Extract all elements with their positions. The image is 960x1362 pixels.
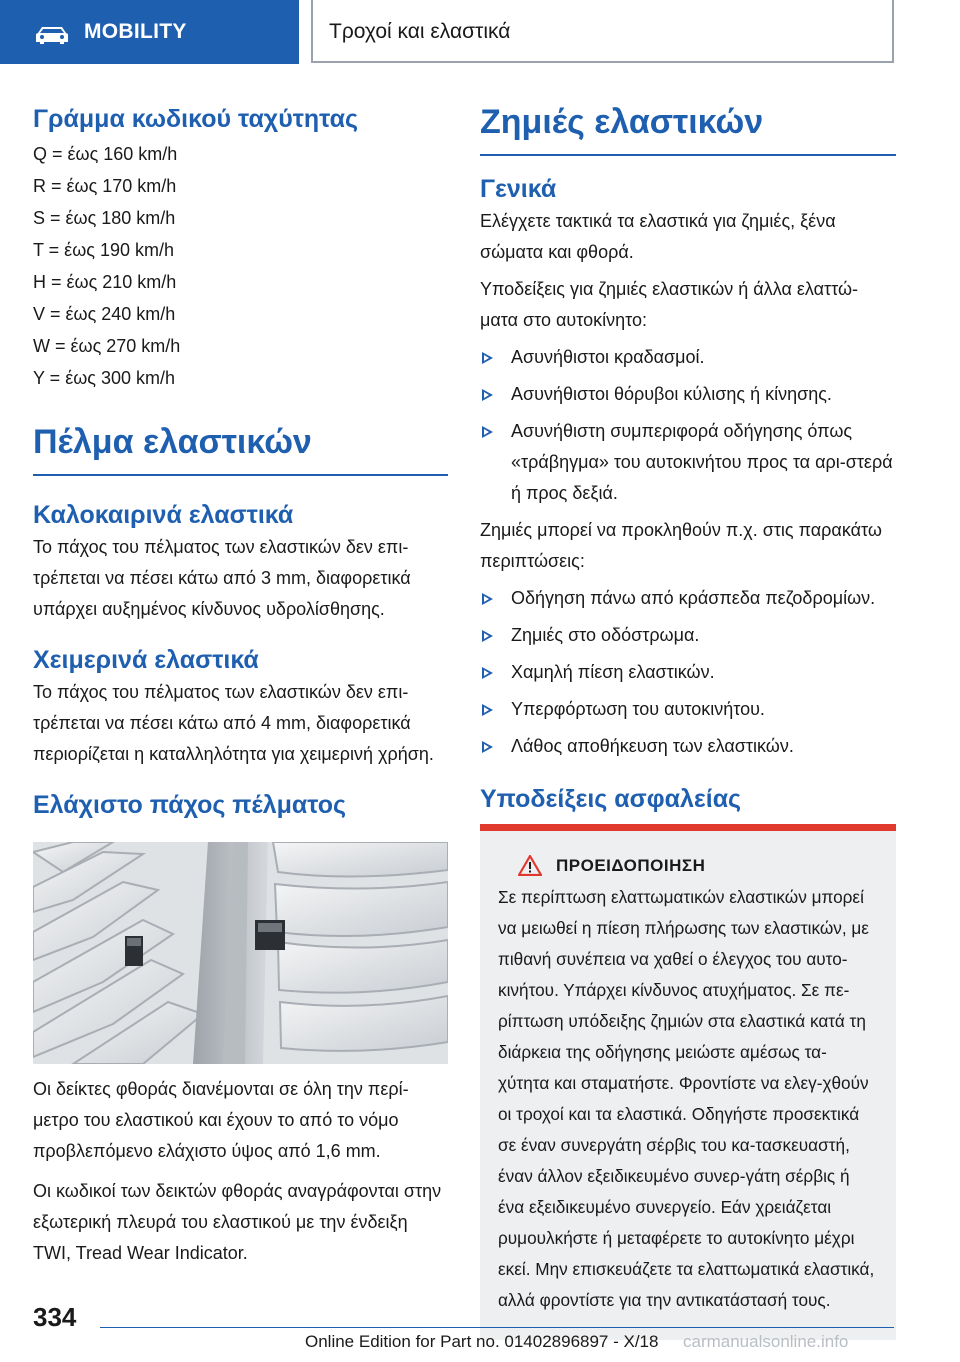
triangle-bullet-icon (482, 667, 493, 679)
list-item-text: Ζημιές στο οδόστρωμα. (511, 625, 700, 645)
section-label: MOBILITY (84, 20, 187, 43)
section-tab (0, 0, 299, 64)
triangle-bullet-icon (482, 593, 493, 605)
damage-hints-list (480, 342, 896, 509)
warning-text: Σε περίπτωση ελαττωματικών ελαστικών μπορεί να μειωθεί η πίεση πλήρωσης των ελαστικών, με πιθανή συνέπεια να χαθεί ο έλεγχος του αυτο-κινήτου. Υπάρχει κίνδυνος ατυχήματος. Σε πε-ρίπτωση υπόδειξης ζημιών στα ελαστικά κατά τη διάρκεια της οδήγησης μειώστε αμέσως τα-χύτητα και σταματήστε. Φροντίστε να ελεγ-χθούν οι τροχοί και τα ελαστικά. Οδηγήστε προσεκτικά σε έναν συνεργάτη σέρβις του κα-τασκευαστή, έναν άλλον εξειδικευμένο συνερ-γάτη σέρβις ή ένα εξειδικευμένο συνεργείο. Εάν χρειάζεται ρυμουλκήστε ή μεταφέρετε το αυτοκίνητο μέχρι εκεί. Μην επισκευάζετε τα ελαττωματικά ελαστικά, αλλά φροντίστε για την αντικατάστασή τους. (498, 887, 875, 1310)
triangle-bullet-icon (482, 352, 493, 364)
car-icon (34, 25, 70, 45)
triangle-bullet-icon (482, 704, 493, 716)
warning-title: ΠΡΟΕΙΔΟΠΟΙΗΣΗ (556, 855, 706, 875)
chapter-title: Τροχοί και ελαστικά (329, 20, 511, 43)
speed-code-item: S = έως 180 km/h (33, 208, 176, 228)
min-tread-heading: Ελάχιστο πάχος πέλματος (33, 791, 347, 819)
tread-wear-indicator-image (33, 842, 448, 1064)
edition-text: Online Edition for Part no. 01402896897 - X/18 (305, 1332, 659, 1351)
speed-code-item: V = έως 240 km/h (33, 304, 176, 324)
triangle-bullet-icon (482, 426, 493, 438)
list-item-text: Οδήγηση πάνω από κράσπεδα πεζοδρομίων. (511, 588, 876, 608)
tread-heading: Πέλμα ελαστικών (33, 420, 448, 476)
damage-hints-intro: Υποδείξεις για ζημιές ελαστικών ή άλλα ελαττώ-ματα στο αυτοκίνητο: (480, 279, 859, 330)
general-heading: Γενικά (480, 175, 557, 203)
footer-divider (100, 1327, 894, 1328)
triangle-bullet-icon (482, 741, 493, 753)
list-item-text: Λάθος αποθήκευση των ελαστικών. (511, 736, 794, 756)
list-item-text: Χαμηλή πίεση ελαστικών. (511, 662, 715, 682)
page-number: 334 (33, 1302, 77, 1332)
list-item (480, 620, 896, 651)
general-text: Ελέγχετε τακτικά τα ελαστικά για ζημιές, ξένα σώματα και φθορά. (480, 211, 836, 262)
wear-indicator-text-1: Οι δείκτες φθοράς διανέμονται σε όλη την περί-μετρο του ελαστικού και έχουν το από το νόμο προβλεπόμενο ελάχιστο ύψος από 1,6 mm. (33, 1079, 409, 1161)
list-item-text: Ασυνήθιστοι κραδασμοί. (511, 347, 705, 367)
speed-code-item: Q = έως 160 km/h (33, 144, 178, 164)
list-item-text: Ασυνήθιστη συμπεριφορά οδήγησης όπως «τράβηγμα» του αυτοκινήτου προς τα αρι-στερά ή προς δεξιά. (511, 421, 893, 503)
speed-code-heading: Γράμμα κωδικού ταχύτητας (33, 105, 359, 133)
speed-code-item: Y = έως 300 km/h (33, 368, 175, 388)
safety-notes-heading: Υποδείξεις ασφαλείας (480, 785, 742, 813)
speed-code-item: T = έως 190 km/h (33, 240, 174, 260)
watermark-text: carmanualsonline.info (683, 1332, 849, 1351)
speed-code-item: W = έως 270 km/h (33, 336, 181, 356)
damage-causes-intro: Ζημιές μπορεί να προκληθούν π.χ. στις παρακάτω περιπτώσεις: (480, 520, 882, 571)
winter-tires-heading: Χειμερινά ελαστικά (33, 646, 259, 674)
winter-tires-text: Το πάχος του πέλματος των ελαστικών δεν επι-τρέπεται να πέσει κάτω από 4 mm, διαφορετικά περιορίζεται η καταλληλότητα για χειμερινή χρήση. (33, 682, 434, 764)
right-column (480, 100, 896, 1340)
speed-code-item: R = έως 170 km/h (33, 176, 177, 196)
list-item-text: Υπερφόρτωση του αυτοκινήτου. (511, 699, 765, 719)
speed-code-list (33, 138, 448, 394)
damage-causes-list (480, 583, 896, 762)
list-item (480, 342, 896, 373)
warning-triangle-icon (518, 855, 542, 876)
triangle-bullet-icon (482, 389, 493, 401)
list-item (480, 657, 896, 688)
list-item (480, 379, 896, 410)
tire-damage-heading: Ζημιές ελαστικών (480, 100, 896, 156)
list-item (480, 694, 896, 725)
summer-tires-text: Το πάχος του πέλματος των ελαστικών δεν επι-τρέπεται να πέσει κάτω από 3 mm, διαφορετικά υπάρχει αυξημένος κίνδυνος υδρολίσθησης. (33, 537, 411, 619)
summer-tires-heading: Καλοκαιρινά ελαστικά (33, 501, 294, 529)
chapter-header (311, 0, 894, 63)
list-item-text: Ασυνήθιστοι θόρυβοι κύλισης ή κίνησης. (511, 384, 832, 404)
list-item (480, 416, 896, 509)
triangle-bullet-icon (482, 630, 493, 642)
list-item (480, 731, 896, 762)
wear-indicator-text-2: Οι κωδικοί των δεικτών φθοράς αναγράφονται στην εξωτερική πλευρά του ελαστικού με την ένδειξη TWI, Tread Wear Indicator. (33, 1181, 442, 1263)
speed-code-item: H = έως 210 km/h (33, 272, 177, 292)
warning-box (480, 824, 896, 1340)
warning-title-row (498, 855, 878, 876)
left-column (33, 100, 448, 1269)
list-item (480, 583, 896, 614)
